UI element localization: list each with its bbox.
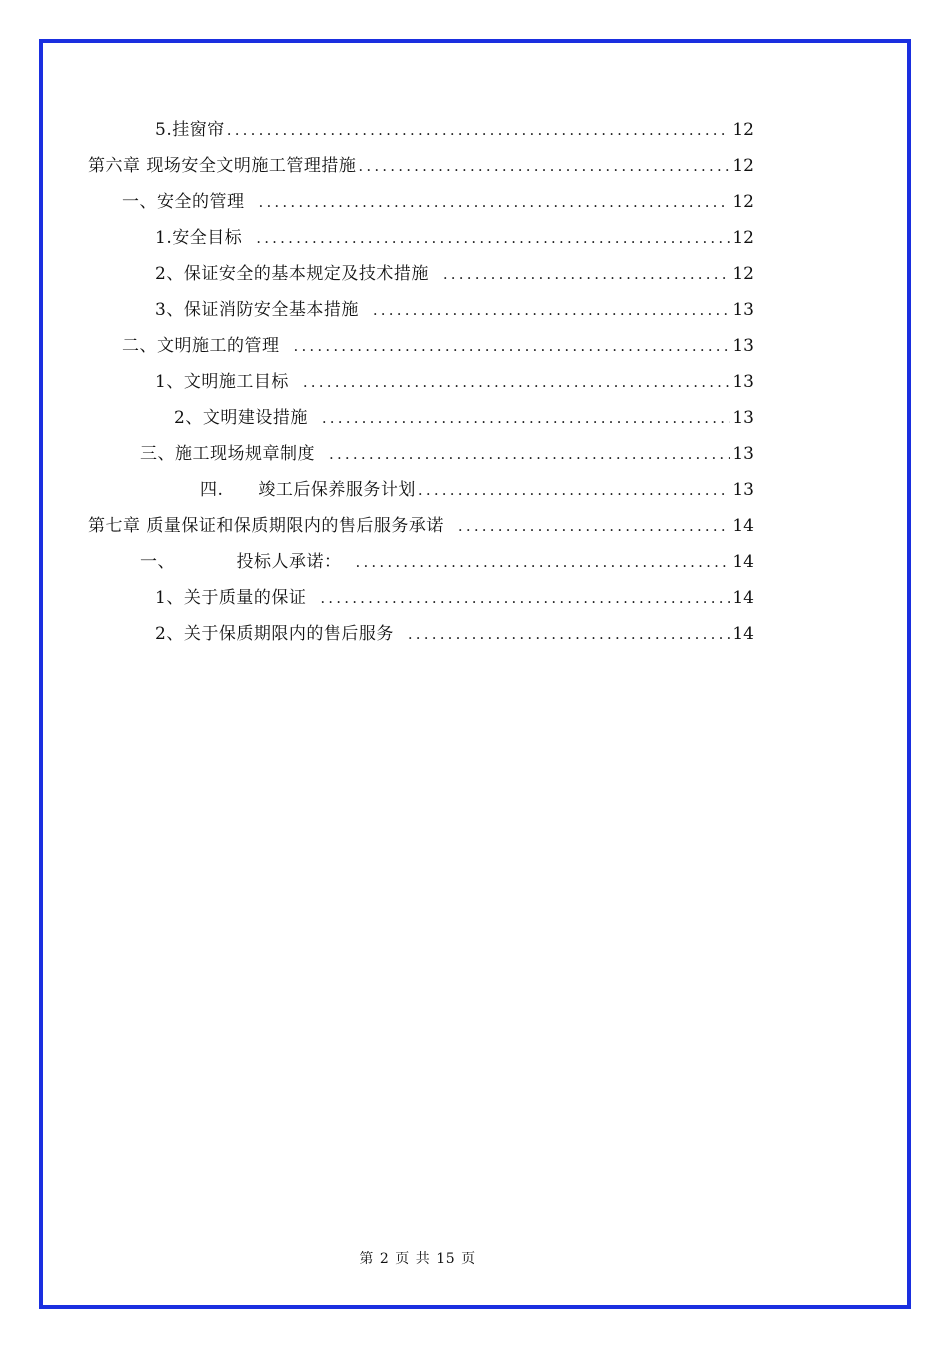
dot-leader — [358, 153, 730, 179]
toc-entry[interactable] — [155, 621, 754, 647]
toc-entry[interactable] — [155, 225, 754, 251]
toc-entry[interactable] — [140, 549, 754, 575]
toc-entry-page: 14 — [732, 624, 754, 644]
page-footer — [0, 1248, 835, 1268]
toc-entry-page: 13 — [732, 372, 754, 392]
toc-entry-label: 第六章 现场安全文明施工管理措施 — [88, 156, 357, 176]
toc-entry[interactable] — [122, 333, 754, 359]
toc-entry-page: 12 — [732, 228, 754, 248]
dot-leader — [329, 441, 730, 467]
toc-entry[interactable] — [155, 585, 754, 611]
toc-entry-label: 1、文明施工目标 — [155, 372, 289, 392]
dot-leader — [259, 189, 731, 215]
toc-entry[interactable] — [155, 117, 754, 143]
toc-entry-page: 14 — [732, 588, 754, 608]
dot-leader — [303, 369, 731, 395]
toc-entry-label: 1.安全目标 — [155, 228, 243, 248]
dot-leader — [408, 621, 731, 647]
toc-entry-page: 13 — [732, 300, 754, 320]
footer-total-pages: 15 — [436, 1251, 456, 1267]
dot-leader — [322, 405, 731, 431]
footer-prefix: 第 — [359, 1251, 374, 1267]
toc-entry[interactable] — [174, 405, 754, 431]
toc-entry[interactable] — [122, 189, 754, 215]
toc-entry[interactable] — [155, 261, 754, 287]
dot-leader — [320, 585, 730, 611]
dot-leader — [373, 297, 731, 323]
dot-leader — [256, 225, 730, 251]
toc-entry[interactable] — [140, 441, 754, 467]
toc-entry-page: 12 — [732, 156, 754, 176]
toc-entry[interactable] — [88, 153, 754, 179]
footer-current-page: 2 — [379, 1251, 390, 1267]
dot-leader — [356, 549, 731, 575]
toc-entry-label: 1、关于质量的保证 — [155, 588, 307, 608]
toc-entry-page: 14 — [732, 516, 754, 536]
toc-entry-page: 13 — [732, 336, 754, 356]
toc-entry[interactable] — [200, 477, 754, 503]
toc-entry-page: 12 — [732, 264, 754, 284]
toc-entry-page: 13 — [732, 444, 754, 464]
toc-entry-label: 第七章 质量保证和保质期限内的售后服务承诺 — [88, 516, 444, 536]
dot-leader — [458, 513, 730, 539]
toc-entry-label: 二、文明施工的管理 — [122, 336, 280, 356]
toc-entry-page: 13 — [732, 408, 754, 428]
toc-entry-label: 2、关于保质期限内的售后服务 — [155, 624, 394, 644]
toc-entry[interactable] — [88, 513, 754, 539]
toc-entry-page: 13 — [732, 480, 754, 500]
toc-entry[interactable] — [155, 369, 754, 395]
toc-entry-label: 三、施工现场规章制度 — [140, 444, 315, 464]
toc-entry-label: 一、 投标人承诺： — [140, 552, 342, 572]
toc-entry-label: 一、安全的管理 — [122, 192, 245, 212]
dot-leader — [443, 261, 731, 287]
toc-entry-page: 12 — [732, 120, 754, 140]
toc-entry-page: 12 — [732, 192, 754, 212]
dot-leader — [227, 117, 731, 143]
footer-page-word: 页 — [395, 1251, 410, 1267]
dot-leader — [418, 477, 730, 503]
footer-total-word: 共 — [415, 1251, 431, 1267]
toc-entry-page: 14 — [732, 552, 754, 572]
toc-entry-label: 2、文明建设措施 — [174, 408, 308, 428]
toc-entry[interactable] — [155, 297, 754, 323]
dot-leader — [294, 333, 731, 359]
footer-suffix: 页 — [461, 1251, 476, 1267]
toc-entry-label: 四. 竣工后保养服务计划 — [200, 480, 416, 500]
toc-entry-label: 3、保证消防安全基本措施 — [155, 300, 359, 320]
toc-entry-label: 2、保证安全的基本规定及技术措施 — [155, 264, 429, 284]
toc-entry-label: 5.挂窗帘 — [155, 120, 225, 140]
